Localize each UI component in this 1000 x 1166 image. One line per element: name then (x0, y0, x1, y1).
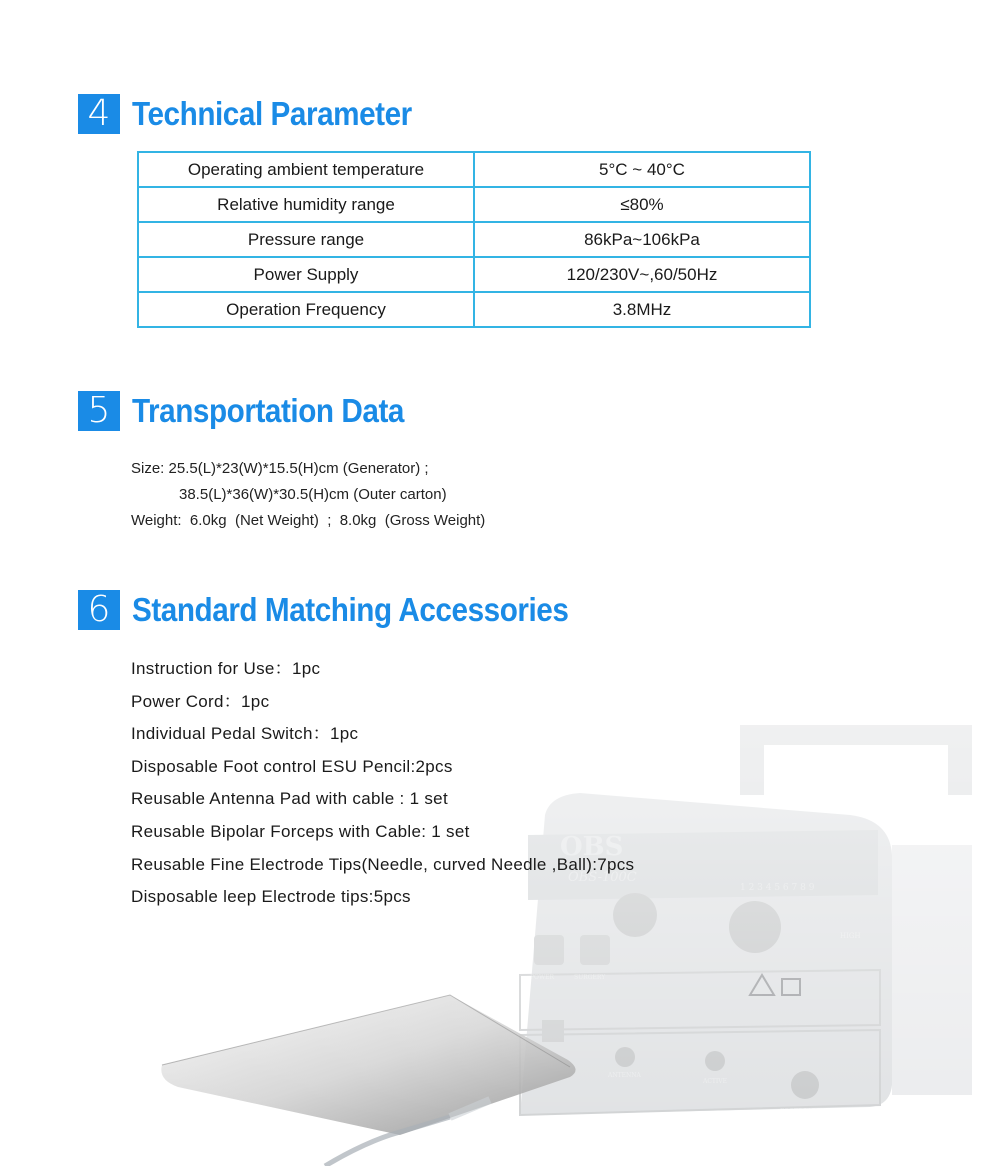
param-label: Operating ambient temperature (138, 152, 474, 187)
table-row (138, 187, 810, 222)
table-row (138, 257, 810, 292)
section-transport-header (78, 389, 434, 433)
list-item: Disposable leep Electrode tips:5pcs (131, 887, 411, 907)
section-accessories-header (78, 588, 617, 632)
section-number-badge: 5 (78, 391, 120, 431)
param-value: 120/230V~,60/50Hz (474, 257, 810, 292)
transport-details (131, 456, 485, 534)
section-title: Technical Parameter (132, 95, 412, 132)
param-label: Pressure range (138, 222, 474, 257)
list-item: Disposable Foot control ESU Pencil:2pcs (131, 756, 453, 776)
section-technical-header (78, 92, 443, 136)
param-label: Operation Frequency (138, 292, 474, 327)
table-row (138, 292, 810, 327)
technical-parameter-table (137, 151, 811, 328)
weight-line: Weight: 6.0kg (Net Weight) ; 8.0kg (Gross Weight) (131, 512, 486, 529)
section-number-badge: 6 (78, 590, 120, 630)
list-item: Reusable Fine Electrode Tips(Needle, curved Needle ,Ball):7pcs (131, 854, 635, 874)
list-item: Reusable Bipolar Forceps with Cable: 1 set (131, 821, 470, 841)
accessories-list (131, 653, 634, 914)
section-number-badge: 4 (78, 94, 120, 134)
param-value: 5°C ~ 40°C (474, 152, 810, 187)
list-item: Instruction for Use：1pc (131, 659, 321, 678)
size-line-carton: 38.5(L)*36(W)*30.5(H)cm (Outer carton) (179, 486, 447, 503)
param-label: Power Supply (138, 257, 474, 292)
table-row (138, 222, 810, 257)
section-title: Transportation Data (132, 392, 404, 429)
table-row (138, 152, 810, 187)
param-label: Relative humidity range (138, 187, 474, 222)
param-value: 3.8MHz (474, 292, 810, 327)
list-item: Power Cord：1pc (131, 691, 270, 711)
size-line: Size: 25.5(L)*23(W)*15.5(H)cm (Generator) ; (131, 460, 429, 477)
section-title: Standard Matching Accessories (132, 591, 569, 628)
param-value: 86kPa~106kPa (474, 222, 810, 257)
list-item: Individual Pedal Switch：1pc (131, 724, 359, 744)
list-item: Reusable Antenna Pad with cable : 1 set (131, 789, 448, 809)
param-value: ≤80% (474, 187, 810, 222)
